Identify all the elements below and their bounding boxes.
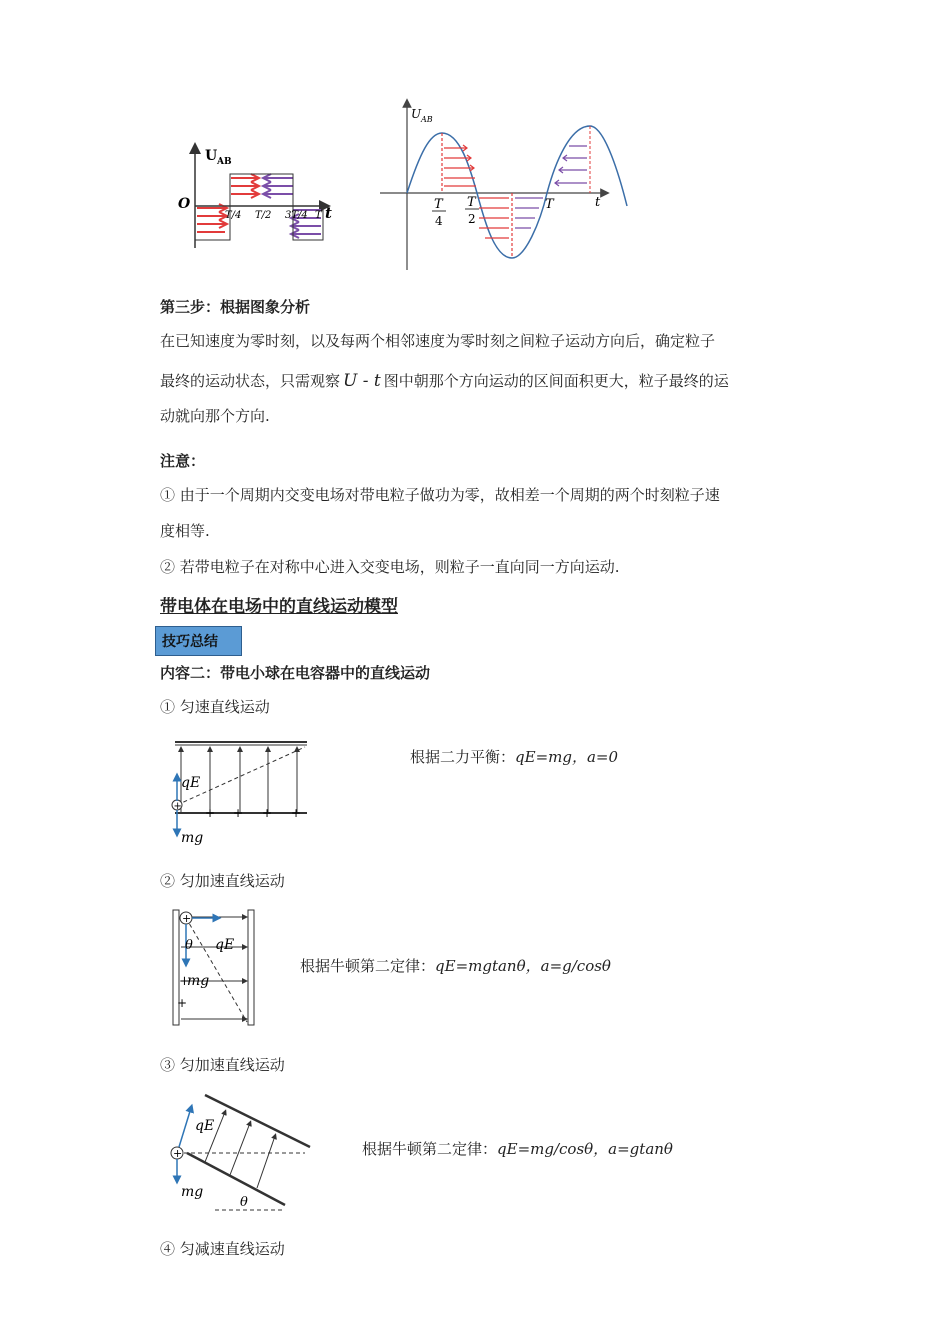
fig2-two: 2 — [468, 212, 476, 226]
step3-ut-variable: U - t — [343, 371, 381, 391]
case2-formula-prefix: 根据牛顿第二定律： — [300, 957, 436, 975]
fig1-tick4: T — [315, 210, 322, 221]
fig1-ylabel: U — [205, 148, 218, 164]
case2-formula-expr: qE=mgtanθ，a=g/cosθ — [435, 957, 611, 975]
step3-line2a: 最终的运动状态，只需观察 — [160, 372, 341, 390]
case3-label: ③ 匀加速直线运动 — [160, 1056, 285, 1074]
case2-mg-label: mg — [187, 973, 210, 989]
case1-formula-prefix: 根据二力平衡： — [410, 748, 516, 766]
note-item1-line2: 度相等. — [160, 522, 210, 540]
svg-text:+: + — [233, 806, 244, 820]
fig2-T-quarter: T — [434, 197, 443, 212]
section-title: 带电体在电场中的直线运动模型 — [160, 597, 398, 617]
case3-mg-label: mg — [181, 1184, 204, 1200]
step3-heading: 第三步：根据图象分析 — [160, 298, 311, 316]
case1-formula-expr: qE=mg，a=0 — [515, 748, 619, 766]
sine-wave-figure — [375, 98, 635, 273]
case2-plus2: + — [177, 996, 188, 1010]
svg-text:+: + — [205, 806, 216, 820]
note-heading: 注意： — [160, 452, 206, 470]
svg-text:+: + — [262, 806, 273, 820]
step3-line3: 动就向那个方向. — [160, 407, 270, 425]
step3-line2 — [160, 370, 729, 392]
svg-text:+: + — [291, 806, 302, 820]
fig2-ylabel: U — [411, 107, 422, 121]
fig2-xlabel: t — [595, 195, 601, 210]
fig1-origin: O — [178, 196, 191, 212]
svg-text:+: + — [173, 801, 182, 812]
case1-qE-label: qE — [181, 775, 201, 791]
fig1-tick2: T/2 — [255, 210, 272, 221]
note-item1-line1: ① 由于一个周期内交变电场对带电粒子做功为零，故相差一个周期的两个时刻粒子速 — [160, 486, 720, 504]
case2-label: ② 匀加速直线运动 — [160, 872, 285, 890]
fig2-ysub: AB — [421, 115, 433, 124]
content2-heading: 内容二：带电小球在电容器中的直线运动 — [160, 664, 431, 682]
case3-qE-label: qE — [195, 1118, 215, 1134]
case3-diagram — [165, 1090, 315, 1215]
fig1-tick3: 3T/4 — [285, 210, 308, 221]
case2-qE-label: qE — [215, 937, 235, 953]
case2-theta: θ — [185, 938, 193, 953]
square-wave-figure — [175, 140, 345, 255]
case2-plus: + — [179, 974, 190, 989]
case3-theta: θ — [240, 1195, 248, 1210]
case1-formula — [410, 746, 618, 768]
fig1-tick1: T/4 — [225, 210, 242, 221]
fig2-T: T — [545, 197, 554, 212]
case2-formula — [300, 955, 611, 977]
fig2-T-half: T — [467, 195, 476, 210]
step3-line1: 在已知速度为零时刻，以及每两个相邻速度为零时刻之间粒子运动方向后，确定粒子 — [160, 332, 716, 350]
case1-diagram — [165, 735, 315, 850]
case3-formula — [362, 1138, 673, 1160]
case3-formula-prefix: 根据牛顿第二定律： — [362, 1140, 498, 1158]
fig2-four: 4 — [435, 214, 443, 228]
svg-text:+: + — [173, 1147, 183, 1160]
skill-summary-badge: 技巧总结 — [155, 626, 242, 656]
note-item2: ② 若带电粒子在对称中心进入交变电场，则粒子一直向同一方向运动. — [160, 558, 620, 576]
case4-label: ④ 匀减速直线运动 — [160, 1240, 285, 1258]
case3-formula-expr: qE=mg/cosθ，a=gtanθ — [497, 1140, 673, 1158]
step3-line2b: 图中朝那个方向运动的区间面积更大，粒子最终的运 — [383, 372, 729, 390]
case1-label: ① 匀速直线运动 — [160, 698, 270, 716]
svg-text:+: + — [182, 912, 192, 925]
fig1-xlabel: t — [325, 204, 332, 222]
case1-mg-label: mg — [181, 830, 204, 846]
fig1-ysub: AB — [217, 157, 232, 167]
case2-diagram — [165, 905, 265, 1030]
